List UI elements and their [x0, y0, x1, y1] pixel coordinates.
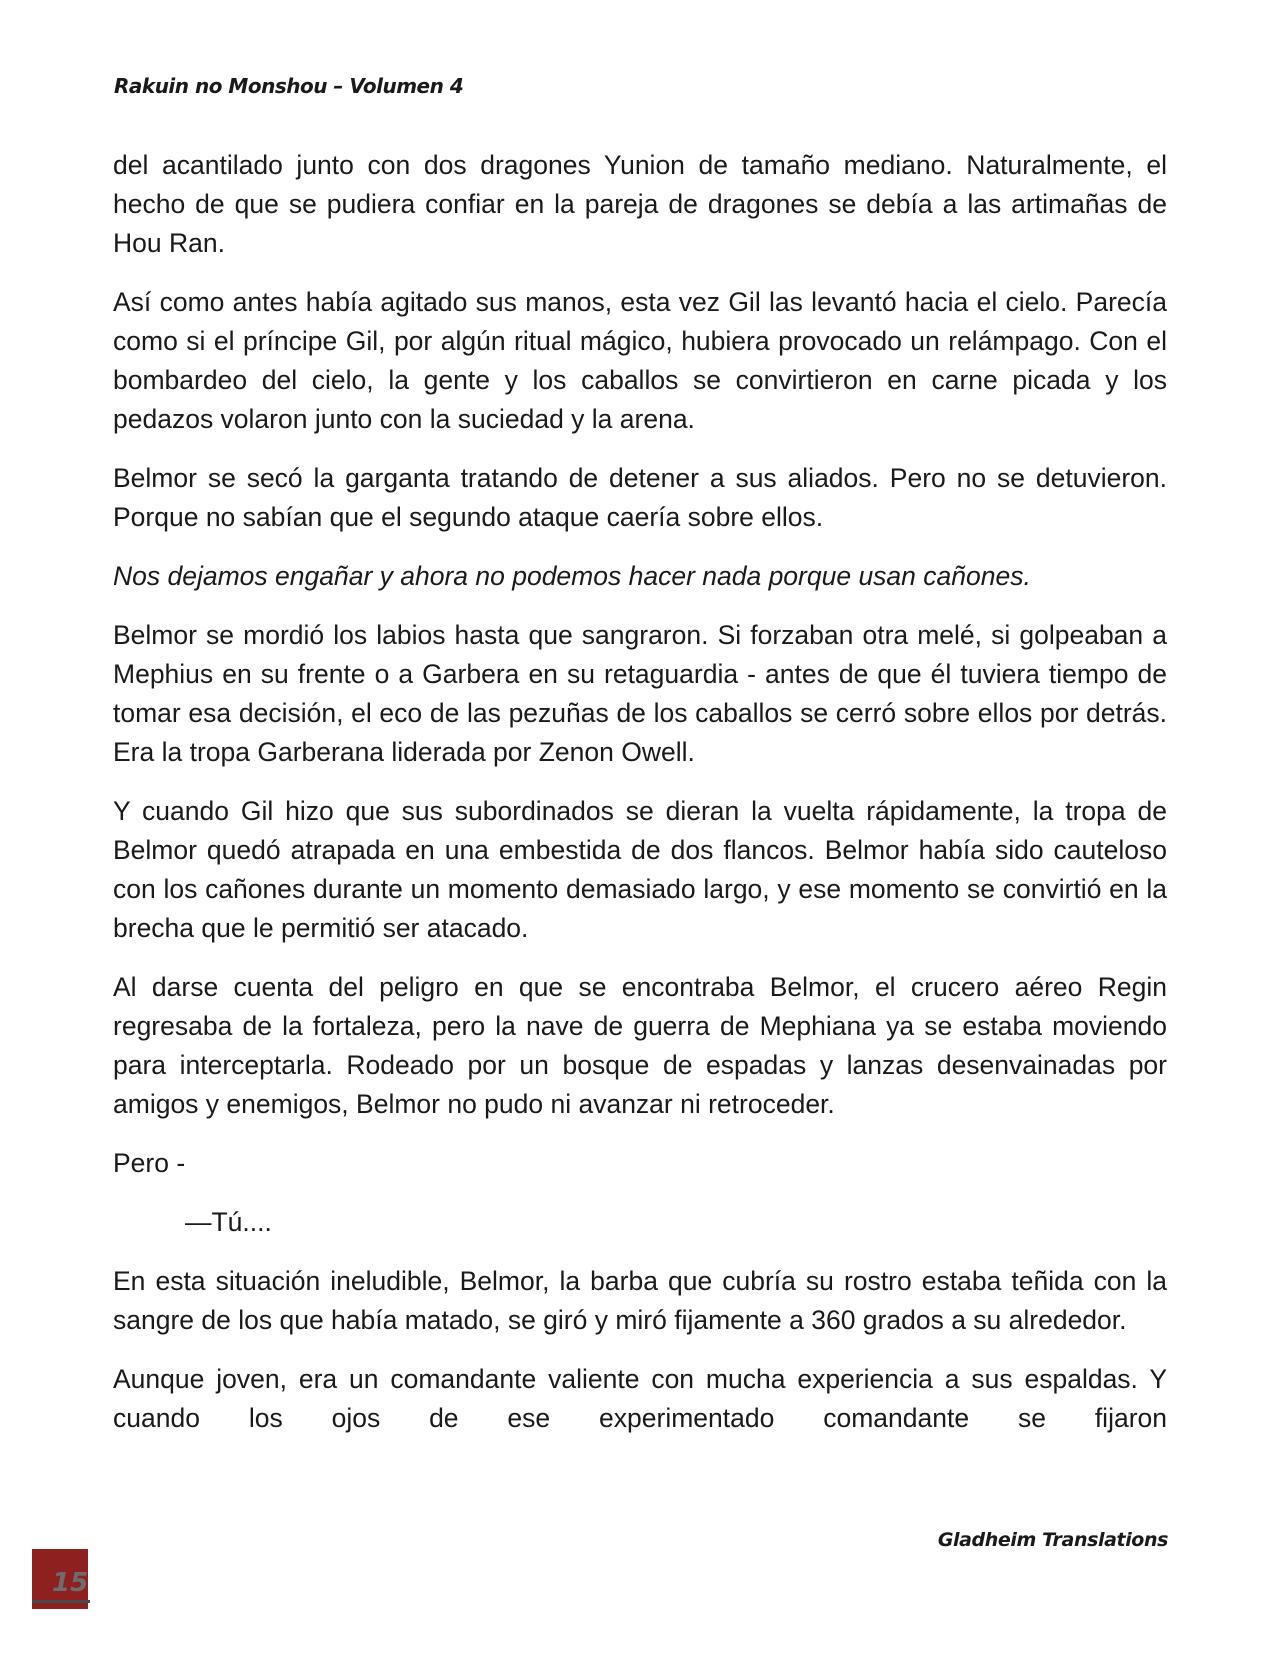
page-number: 15 — [52, 1568, 88, 1598]
paragraph: Y cuando Gil hizo que sus subordinados se dieran la vuelta rápidamente, la tropa de Belmor quedó atrapada en una embestida de dos flancos. Belmor había sido cauteloso con los cañones durante un momento demasiado largo, y ese momento se convirtió en la brecha que le permitió ser atacado. — [113, 796, 1167, 943]
dialogue-line: —Tú.... — [185, 1207, 272, 1237]
paragraph: Pero - — [113, 1148, 186, 1178]
paragraph: Aunque joven, era un comandante valiente con mucha experiencia a sus espaldas. Y cuando los ojos de ese experimentado comandante se fijaron — [113, 1364, 1167, 1433]
paragraph: Al darse cuenta del peligro en que se encontraba Belmor, el crucero aéreo Regin regresaba de la fortaleza, pero la nave de guerra de Mephiana ya se estaba moviendo para interceptarla. Rodeado por un bosque de espadas y lanzas desenvainadas por amigos y enemigos, Belmor no pudo ni avanzar ni retroceder. — [113, 972, 1167, 1119]
paragraph: Belmor se secó la garganta tratando de detener a sus aliados. Pero no se detuvieron. Porque no sabían que el segundo ataque caería sobre ellos. — [113, 463, 1167, 532]
page-body — [113, 146, 1167, 1458]
footer-credit: Gladheim Translations — [937, 1529, 1168, 1551]
paragraph: del acantilado junto con dos dragones Yunion de tamaño mediano. Naturalmente, el hecho de que se pudiera confiar en la pareja de dragones se debía a las artimañas de Hou Ran. — [113, 150, 1167, 258]
paragraph: Belmor se mordió los labios hasta que sangraron. Si forzaban otra melé, si golpeaban a Mephius en su frente o a Garbera en su retaguardia - antes de que él tuviera tiempo de tomar esa decisión, el eco de las pezuñas de los caballos se cerró sobre ellos por detrás. Era la tropa Garberana liderada por Zenon Owell. — [113, 620, 1167, 767]
running-header-title: Rakuin no Monshou – Volumen 4 — [114, 74, 464, 98]
page-number-underline — [32, 1600, 90, 1603]
paragraph: En esta situación ineludible, Belmor, la barba que cubría su rostro estaba teñida con la sangre de los que había matado, se giró y miró fijamente a 360 grados a su alrededor. — [113, 1266, 1167, 1335]
italic-thought-paragraph: Nos dejamos engañar y ahora no podemos hacer nada porque usan cañones. — [113, 561, 1031, 591]
paragraph: Así como antes había agitado sus manos, esta vez Gil las levantó hacia el cielo. Parecía como si el príncipe Gil, por algún ritual mágico, hubiera provocado un relámpago. Con el bombardeo del cielo, la gente y los caballos se convirtieron en carne picada y los pedazos volaron junto con la suciedad y la arena. — [113, 287, 1167, 434]
